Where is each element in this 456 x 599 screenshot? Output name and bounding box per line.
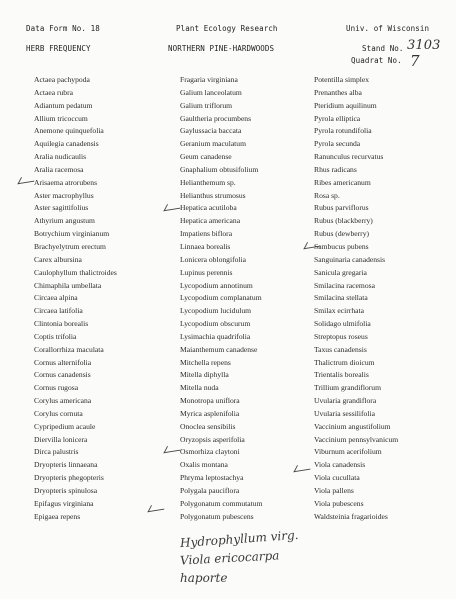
stand-label: Stand No.	[362, 44, 404, 53]
species-item: Streptopus roseus	[314, 331, 368, 341]
species-item: Diervilla lonicera	[34, 434, 88, 444]
species-item: Maianthemum canadense	[180, 344, 258, 354]
species-item: Mitchella repens	[180, 357, 231, 367]
species-item: Rubus (dewberry)	[314, 229, 370, 239]
species-item: Pyrola rotundifolia	[314, 126, 372, 136]
species-item: Viola pubescens	[314, 498, 364, 508]
species-item: Fragaria virginiana	[180, 75, 238, 84]
program-name: Plant Ecology Research	[176, 24, 278, 33]
species-item: Mitella diphylla	[180, 370, 229, 380]
species-item: Solidago ulmifolia	[314, 319, 371, 329]
species-item: Galium lanceolatum	[180, 87, 242, 97]
species-item: Ribes americanum	[314, 177, 371, 187]
check-mark	[293, 463, 313, 472]
species-item: Dryopteris phegopteris	[34, 473, 104, 483]
species-item: Osmorhiza claytoni	[180, 447, 240, 457]
species-item: Gnaphalium obtusifolium	[180, 164, 259, 174]
species-item: Prenanthes alba	[314, 87, 362, 97]
species-item: Pyrola elliptica	[314, 113, 361, 123]
species-item: Taxus canadensis	[314, 344, 367, 354]
species-item: Actaea pachypoda	[34, 75, 90, 84]
species-item: Lupinus perennis	[180, 267, 233, 277]
species-item: Athyrium angustum	[34, 216, 95, 226]
species-item: Adiantum pedatum	[34, 100, 93, 110]
species-item: Pteridium aquilinum	[314, 100, 377, 110]
handwritten-note: haporte	[180, 571, 228, 585]
species-item: Uvularia grandiflora	[314, 396, 377, 406]
species-item: Sanicula gregaria	[314, 267, 367, 277]
quadrat-label: Quadrat No.	[351, 56, 402, 65]
species-item: Rhus radicans	[314, 164, 357, 174]
species-item: Oryzopsis asperifolia	[180, 434, 245, 444]
species-item: Dirca palustris	[34, 447, 79, 457]
species-item: Aralia racemosa	[34, 164, 84, 174]
species-item: Viola cucullata	[314, 473, 360, 483]
species-item: Epigaea repens	[34, 511, 81, 521]
species-item: Gaultheria procumbens	[180, 113, 252, 123]
species-item: Ranunculus recurvatus	[314, 152, 384, 162]
species-item: Dryopteris linnaeana	[34, 460, 98, 470]
handwritten-note: Hydrophyllum virg.	[179, 527, 299, 551]
species-item: Sambucus pubens	[314, 241, 369, 251]
species-item: Coptis trifolia	[34, 331, 77, 341]
species-item: Rubus parviflorus	[314, 203, 369, 213]
species-item: Geranium maculatum	[180, 139, 247, 149]
species-item: Gaylussacia baccata	[180, 126, 242, 136]
species-item: Sanguinaria canadensis	[314, 254, 386, 264]
species-item: Circaea latifolia	[34, 306, 83, 316]
species-item: Arisaema atrorubens	[34, 177, 98, 187]
species-item: Clintonia borealis	[34, 319, 89, 329]
species-item: Pyrola secunda	[314, 139, 361, 149]
species-item: Smilax ecirrhata	[314, 306, 364, 316]
species-item: Rubus (blackberry)	[314, 216, 373, 226]
species-item: Cypripedium acaule	[34, 421, 96, 431]
species-item: Waldsteinia fragarioides	[314, 511, 388, 521]
species-item: Aralia nudicaulis	[34, 152, 87, 162]
species-item: Polygonatum commutatum	[180, 498, 263, 508]
species-item: Corallorrhiza maculata	[34, 344, 104, 354]
species-item: Allium tricoccum	[34, 113, 88, 123]
species-item: Botrychium virginianum	[34, 229, 110, 239]
species-item: Actaea rubra	[34, 87, 73, 97]
form-number: Data Form No. 18	[26, 24, 100, 33]
species-item: Thalictrum dioicum	[314, 357, 375, 367]
species-item: Rosa sp.	[314, 190, 340, 200]
species-item: Onoclea sensibilis	[180, 421, 236, 431]
species-item: Myrica asplenifolia	[180, 408, 240, 418]
species-item: Lysimachia quadrifolia	[180, 331, 251, 341]
species-item: Cornus rugosa	[34, 383, 79, 393]
species-item: Carex albursina	[34, 254, 82, 264]
species-column-2	[180, 74, 262, 524]
species-item: Vaccinium pennsylvanicum	[314, 434, 399, 444]
species-item: Brachyelytrum erectum	[34, 241, 106, 251]
species-item: Galium triflorum	[180, 100, 233, 110]
species-item: Trillium grandiflorum	[314, 383, 382, 393]
species-item: Polygonatum pubescens	[180, 511, 254, 521]
species-item: Smilacina stellata	[314, 293, 368, 303]
species-item: Geum canadense	[180, 152, 232, 162]
species-item: Linnaea borealis	[180, 241, 231, 251]
species-item: Dryopteris spinulosa	[34, 486, 98, 495]
species-item: Potentilla simplex	[314, 75, 370, 84]
species-item: Smilacina racemosa	[314, 280, 375, 290]
species-item: Oxalis montana	[180, 460, 228, 470]
quadrat-value: 7	[410, 52, 420, 70]
species-item: Aster sagittifolius	[34, 203, 89, 213]
species-item: Corylus americana	[34, 396, 92, 406]
species-item: Lonicera oblongifolia	[180, 254, 247, 264]
species-item: Aquilegia canadensis	[34, 139, 99, 149]
stand-value: 3103	[407, 38, 441, 53]
species-column-1	[34, 74, 117, 524]
category-title: HERB FREQUENCY	[26, 44, 91, 53]
species-item: Anemone quinquefolia	[34, 126, 104, 136]
species-item: Mitella nuda	[180, 383, 219, 393]
species-item: Polygala pauciflora	[180, 486, 240, 495]
handwritten-note: Viola ericocarpa	[179, 548, 280, 568]
species-item: Trientalis borealis	[314, 370, 369, 380]
species-item: Lycopodium complanatum	[180, 293, 262, 303]
species-item: Circaea alpina	[34, 293, 78, 303]
species-item: Lycopodium obscurum	[180, 319, 251, 329]
species-item: Vaccinium angustifolium	[314, 421, 391, 431]
community-title: NORTHERN PINE-HARDWOODS	[168, 44, 275, 53]
species-item: Uvularia sessilifolia	[314, 408, 375, 418]
species-item: Monotropa uniflora	[180, 396, 240, 406]
species-item: Cornus alternifolia	[34, 357, 92, 367]
species-item: Viola pallens	[314, 486, 354, 495]
species-item: Caulophyllum thalictroides	[34, 267, 117, 277]
species-item: Impatiens biflora	[180, 229, 233, 239]
species-item: Cornus canadensis	[34, 370, 91, 380]
species-item: Chimaphila umbellata	[34, 280, 102, 290]
species-item: Epifagus virginiana	[34, 498, 94, 508]
species-item: Viburnum acerifolium	[314, 447, 382, 457]
species-item: Phryma leptostachya	[180, 473, 244, 483]
institution-name: Univ. of Wisconsin	[346, 24, 430, 33]
check-mark	[147, 503, 167, 512]
species-item: Lycopodium annotinum	[180, 280, 253, 290]
species-column-3	[314, 74, 398, 524]
species-item: Hepatica americana	[180, 216, 241, 226]
species-item: Helianthus strumosus	[180, 190, 246, 200]
species-item: Lycopodium lucidulum	[180, 306, 252, 316]
species-item: Hepatica acutiloba	[180, 203, 237, 213]
species-item: Helianthemum sp.	[180, 177, 236, 187]
species-item: Viola canadensis	[314, 460, 366, 470]
species-item: Aster macrophyllus	[34, 190, 94, 200]
species-item: Corylus cornuta	[34, 408, 83, 418]
